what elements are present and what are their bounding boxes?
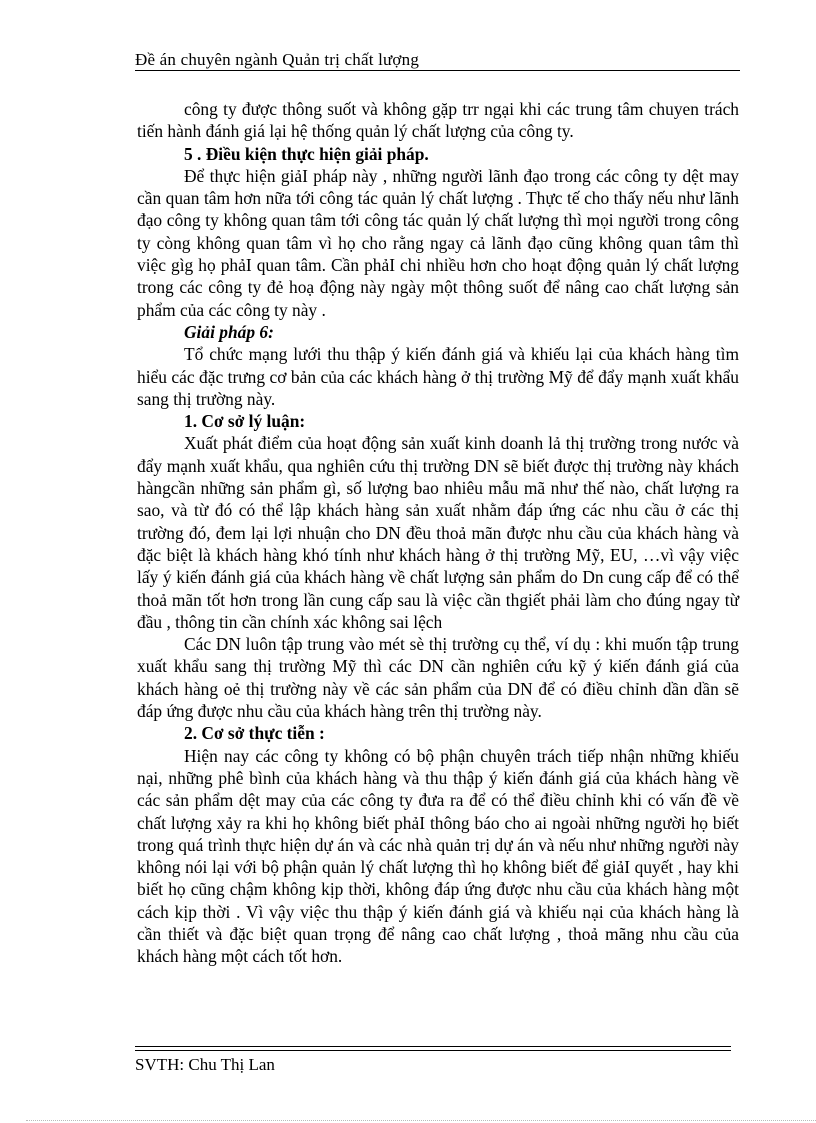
paragraph: Xuất phát điểm của hoạt động sản xuất kinh doanh lả thị trường trong nước và đẩy mạnh xuất khẩu, qua nghiên cứu thị trường DN sẽ biết được thị trường này khách hàngcần những sản phẩm gì, số lượng bao nhiêu mẫu mã như thế nào, chất lượng ra sao, và từ đó có thể lập khách hàng sản xuất nhằm đáp ứng các nhu cầu ở các thị trường đó, đem lại lợi nhuận cho DN đều thoả mãn được nhu cầu của khách hàng và đặc biệt là khách hàng khó tính như khách hàng ở thị trường Mỹ, EU, …vì vậy việc lấy ý kiến đánh giá của khách hàng về chất lượng sản phẩm do Dn cung cấp để có thể thoả mãn tốt hơn trong lần cung cấp sau là việc cần thgiết phải làm cho đúng ngay từ đầu , thông tin cần chính xác không sai lệch [137,433,739,632]
footer-divider [135,1046,731,1051]
page-break-line [26,1120,816,1121]
paragraph: Hiện nay các công ty không có bộ phận chuyên trách tiếp nhận những khiếu nại, những phê bình của khách hàng và thu thập ý kiến đánh giá của khách hàng về các sản phẩm dệt may của các công ty đưa ra để có thể điều chỉnh khi có vấn đề về chất lượng xảy ra khi họ không biết phảI thông báo cho ai ngoài những người họ biết trong quá trình thực hiện dự án và các nhà quản trị dự án và nếu như những người này không nói lại với bộ phận quản lý chất lượng thì họ không biết để giảI quyết , hay khi biết họ cũng chậm không kịp thời, không đáp ứng được nhu cầu của khách hàng một cách kịp thời . Vì vậy việc thu thập ý kiến đánh giá và khiếu nại của khách hàng là cần thiết và đặc biệt quan trọng để nâng cao chất lượng , thoả mãng nhu cầu của khách hàng một cách tốt hơn. [137,745,739,967]
paragraph: công ty được thông suốt và không gặp trr ngại khi các trung tâm chuyen trách tiến hành đánh giá lại hệ thống quản lý chất lượng của công ty. [137,99,739,142]
section-heading-5: 5 . Điều kiện thực hiện giải pháp. [184,143,429,164]
document-body [137,98,739,968]
paragraph: Các DN luôn tập trung vào mét sè thị trường cụ thể, ví dụ : khi muốn tập trung xuất khẩu sang thị trường Mỹ thì các DN cần nghiên cứu kỹ ý kiến đánh giá của khách hàng oẻ thị trường này về các sản phẩm của DN để có điều chỉnh dần dần sẽ đáp ứng được nhu cầu của khách hàng trên thị trường này. [137,634,739,722]
paragraph: Để thực hiện giảI pháp này , những người lãnh đạo trong các công ty dệt may cần quan tâm hơn nữa tới công tác quản lý chất lượng . Thực tế cho thấy nếu như lãnh đạo công ty không quan tâm tới công tác quản lý chất lượng thì mọi người trong công ty còng không quan tâm vì họ cho rằng ngay cả lãnh đạo cũng không quan tâm thì việc gìg họ phảI quan tâm. Cần phảI chi nhiều hơn cho hoạt động quản lý chất lượng trong các công ty đẻ hoạ động này ngày một thông suốt để nâng cao chất lượng sản phẩm của các công ty này . [137,165,739,320]
page-header-title: Đề án chuyên ngành Quản trị chất lượng [135,50,420,69]
section-heading-2: 2. Cơ sở thực tiễn : [184,723,325,744]
section-heading-1: 1. Cơ sở lý luận: [184,411,306,432]
paragraph: Tổ chức mạng lưới thu thập ý kiến đánh giá và khiếu lại của khách hàng tìm hiểu các đặc trưng cơ bản của các khách hàng ở thị trường Mỹ để đẩy mạnh xuất khẩu sang thị trường này. [137,344,739,409]
footer-author: SVTH: Chu Thị Lan [135,1055,275,1074]
solution-6-heading: Giải pháp 6: [184,321,274,342]
header-divider [135,70,740,71]
